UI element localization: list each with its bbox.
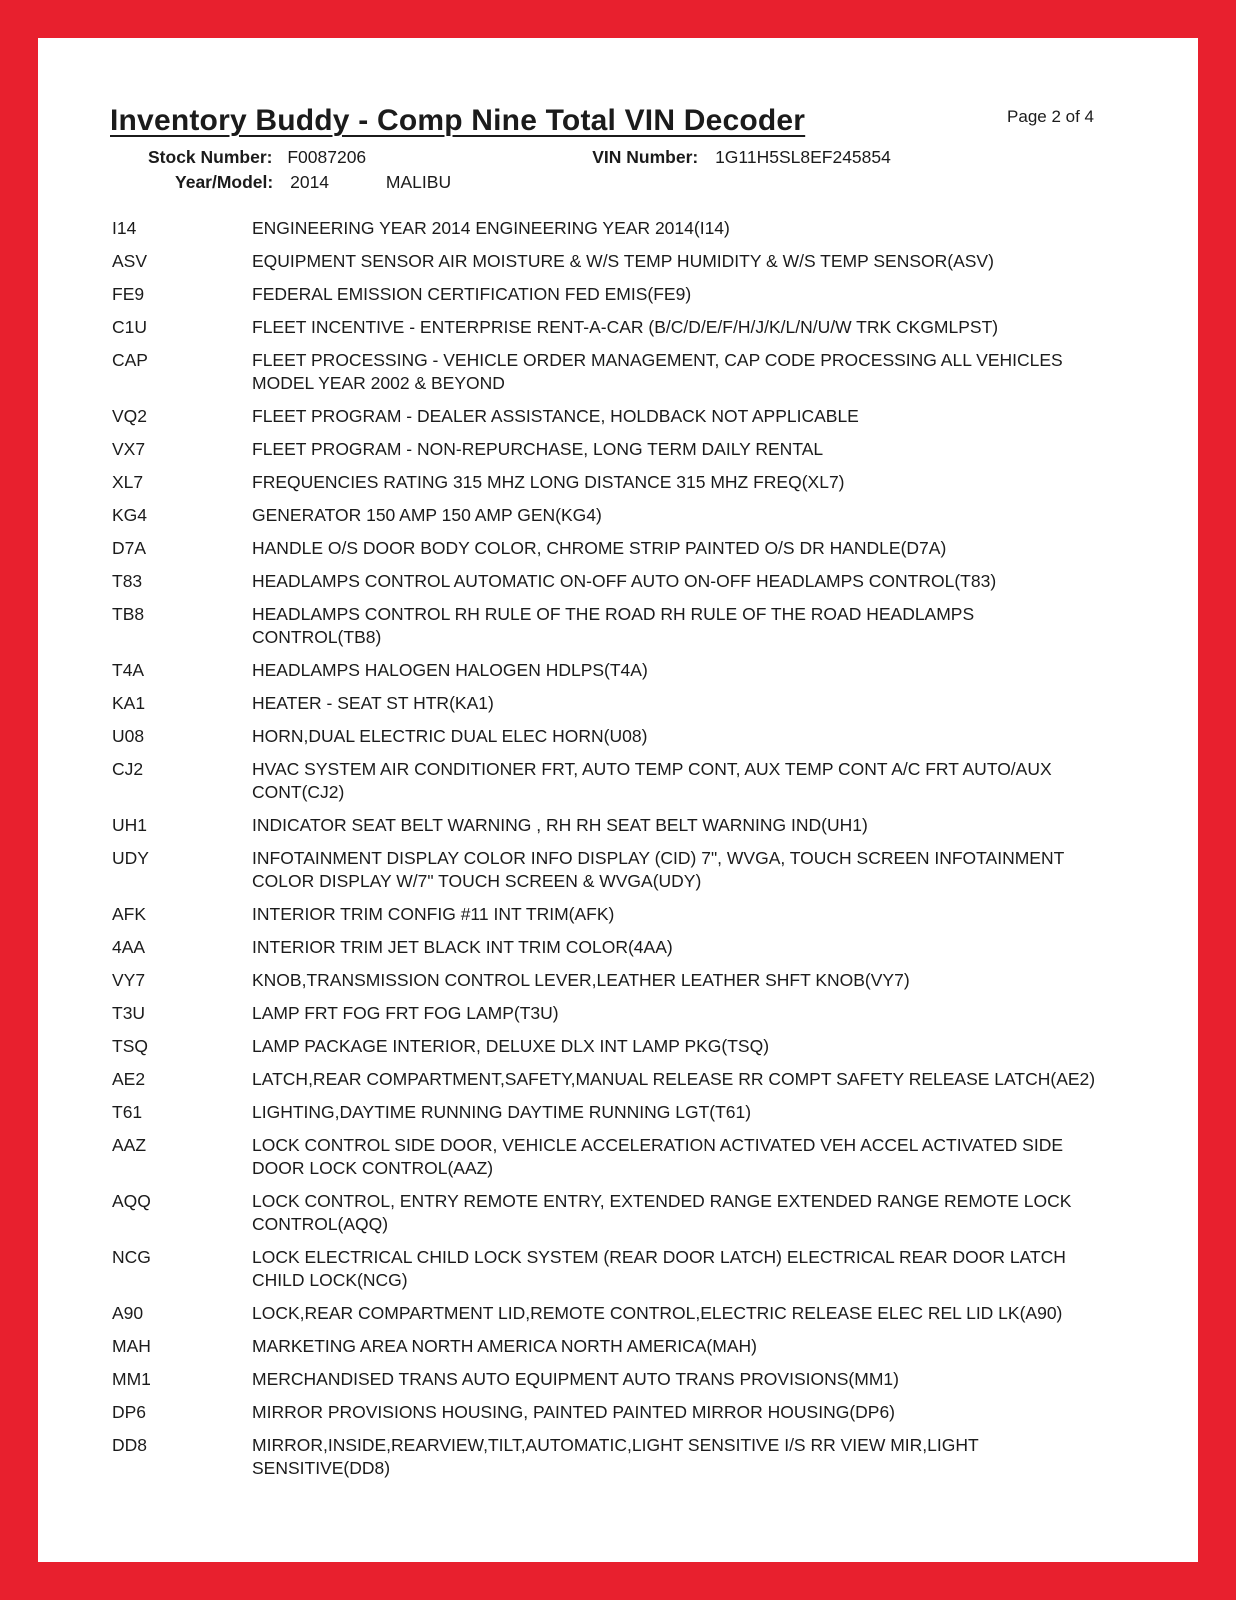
- option-row: [38, 1368, 1100, 1391]
- option-code: D7A: [112, 538, 147, 558]
- option-row: [38, 250, 1100, 273]
- option-code: A90: [112, 1303, 144, 1323]
- page-title: Inventory Buddy - Comp Nine Total VIN Decoder: [110, 104, 806, 137]
- option-code: TSQ: [112, 1036, 148, 1056]
- option-row: [38, 814, 1100, 837]
- option-description: LIGHTING,DAYTIME RUNNING DAYTIME RUNNING LGT(T61): [252, 1102, 752, 1122]
- option-description: INFOTAINMENT DISPLAY COLOR INFO DISPLAY (CID) 7", WVGA, TOUCH SCREEN INFOTAINMENT COLOR DISPLAY W/7" TOUCH SCREEN & WVGA(UDY): [252, 848, 1064, 891]
- option-description: INDICATOR SEAT BELT WARNING , RH RH SEAT BELT WARNING IND(UH1): [252, 815, 868, 835]
- option-code: AAZ: [112, 1135, 147, 1155]
- option-description: LAMP PACKAGE INTERIOR, DELUXE DLX INT LAMP PKG(TSQ): [252, 1036, 770, 1056]
- option-row: [38, 1134, 1100, 1180]
- vehicle-meta: [38, 147, 1198, 193]
- option-description: HVAC SYSTEM AIR CONDITIONER FRT, AUTO TEMP CONT, AUX TEMP CONT A/C FRT AUTO/AUX CONT(CJ2): [252, 759, 1052, 802]
- option-row: [38, 692, 1100, 715]
- option-description: FLEET INCENTIVE - ENTERPRISE RENT-A-CAR (B/C/D/E/F/H/J/K/L/N/U/W TRK CKGMLPST): [252, 317, 999, 337]
- year-model-row: [175, 172, 1198, 193]
- option-description: HEADLAMPS HALOGEN HALOGEN HDLPS(T4A): [252, 660, 648, 680]
- option-description: EQUIPMENT SENSOR AIR MOISTURE & W/S TEMP HUMIDITY & W/S TEMP SENSOR(ASV): [252, 251, 994, 271]
- option-row: [38, 1068, 1100, 1091]
- option-code: NCG: [112, 1247, 151, 1267]
- year-value: 2014: [290, 172, 330, 192]
- option-description: LOCK CONTROL, ENTRY REMOTE ENTRY, EXTENDED RANGE EXTENDED RANGE REMOTE LOCK CONTROL(AQQ): [252, 1191, 1072, 1234]
- option-code: CJ2: [112, 759, 144, 779]
- stock-number-label: Stock Number:: [148, 147, 273, 167]
- option-code: DD8: [112, 1435, 148, 1455]
- option-description: MIRROR,INSIDE,REARVIEW,TILT,AUTOMATIC,LIGHT SENSITIVE I/S RR VIEW MIR,LIGHT SENSITIVE(DD8): [252, 1435, 979, 1478]
- option-row: [38, 659, 1100, 682]
- option-row: [38, 438, 1100, 461]
- stock-number-value: F0087206: [287, 147, 367, 167]
- option-code: TB8: [112, 604, 145, 624]
- option-row: [38, 1302, 1100, 1325]
- page-content: [38, 38, 1198, 1480]
- option-row: [38, 936, 1100, 959]
- option-description: FLEET PROGRAM - DEALER ASSISTANCE, HOLDBACK NOT APPLICABLE: [252, 406, 859, 426]
- option-description: INTERIOR TRIM CONFIG #11 INT TRIM(AFK): [252, 904, 615, 924]
- option-description: ENGINEERING YEAR 2014 ENGINEERING YEAR 2014(I14): [252, 218, 730, 238]
- option-row: [38, 903, 1100, 926]
- option-row: [38, 405, 1100, 428]
- option-description: HANDLE O/S DOOR BODY COLOR, CHROME STRIP PAINTED O/S DR HANDLE(D7A): [252, 538, 947, 558]
- option-code: UDY: [112, 848, 149, 868]
- option-code: VQ2: [112, 406, 148, 426]
- header-row: [110, 104, 1094, 138]
- vin-number-label: VIN Number:: [592, 147, 699, 167]
- option-description: LATCH,REAR COMPARTMENT,SAFETY,MANUAL RELEASE RR COMPT SAFETY RELEASE LATCH(AE2): [252, 1069, 1096, 1089]
- option-description: MARKETING AREA NORTH AMERICA NORTH AMERICA(MAH): [252, 1336, 757, 1356]
- option-description: FLEET PROGRAM - NON-REPURCHASE, LONG TERM DAILY RENTAL: [252, 439, 824, 459]
- option-code: T3U: [112, 1003, 146, 1023]
- option-row: [38, 758, 1100, 804]
- option-code: U08: [112, 726, 145, 746]
- option-description: MERCHANDISED TRANS AUTO EQUIPMENT AUTO TRANS PROVISIONS(MM1): [252, 1369, 899, 1389]
- model-value: MALIBU: [385, 172, 452, 192]
- option-row: [38, 504, 1100, 527]
- year-model-label: Year/Model:: [175, 172, 274, 192]
- option-description: GENERATOR 150 AMP 150 AMP GEN(KG4): [252, 505, 602, 525]
- option-row: [38, 603, 1100, 649]
- option-code-list: [38, 217, 1198, 1480]
- option-code: CAP: [112, 350, 148, 370]
- option-row: [38, 283, 1100, 306]
- option-description: INTERIOR TRIM JET BLACK INT TRIM COLOR(4AA): [252, 937, 673, 957]
- option-row: [38, 725, 1100, 748]
- option-code: AE2: [112, 1069, 146, 1089]
- option-row: [38, 1190, 1100, 1236]
- option-code: UH1: [112, 815, 148, 835]
- option-code: C1U: [112, 317, 148, 337]
- option-row: [38, 1246, 1100, 1292]
- option-row: [38, 570, 1100, 593]
- option-description: FEDERAL EMISSION CERTIFICATION FED EMIS(FE9): [252, 284, 692, 304]
- option-code: ASV: [112, 251, 148, 271]
- vin-number-value: 1G11H5SL8EF245854: [715, 147, 891, 167]
- option-row: [38, 1434, 1100, 1480]
- option-code: DP6: [112, 1402, 147, 1422]
- option-code: KG4: [112, 505, 148, 525]
- option-description: LAMP FRT FOG FRT FOG LAMP(T3U): [252, 1003, 559, 1023]
- option-code: AQQ: [112, 1191, 151, 1211]
- option-row: [38, 217, 1100, 240]
- option-code: 4AA: [112, 937, 146, 957]
- option-description: FLEET PROCESSING - VEHICLE ORDER MANAGEMENT, CAP CODE PROCESSING ALL VEHICLES MODEL YEAR 2002 & BEYOND: [252, 350, 1063, 393]
- option-description: KNOB,TRANSMISSION CONTROL LEVER,LEATHER LEATHER SHFT KNOB(VY7): [252, 970, 910, 990]
- option-description: LOCK,REAR COMPARTMENT LID,REMOTE CONTROL,ELECTRIC RELEASE ELEC REL LID LK(A90): [252, 1303, 1063, 1323]
- option-code: FE9: [112, 284, 145, 304]
- option-row: [38, 471, 1100, 494]
- option-description: HORN,DUAL ELECTRIC DUAL ELEC HORN(U08): [252, 726, 648, 746]
- option-row: [38, 537, 1100, 560]
- option-code: VY7: [112, 970, 146, 990]
- option-row: [38, 969, 1100, 992]
- option-code: AFK: [112, 904, 147, 924]
- option-description: HEADLAMPS CONTROL AUTOMATIC ON-OFF AUTO ON-OFF HEADLAMPS CONTROL(T83): [252, 571, 997, 591]
- option-row: [38, 1035, 1100, 1058]
- option-row: [38, 1002, 1100, 1025]
- option-code: T61: [112, 1102, 143, 1122]
- option-code: MAH: [112, 1336, 151, 1356]
- option-description: FREQUENCIES RATING 315 MHZ LONG DISTANCE 315 MHZ FREQ(XL7): [252, 472, 845, 492]
- option-code: KA1: [112, 693, 146, 713]
- option-code: VX7: [112, 439, 146, 459]
- option-description: HEADLAMPS CONTROL RH RULE OF THE ROAD RH RULE OF THE ROAD HEADLAMPS CONTROL(TB8): [252, 604, 975, 647]
- option-description: LOCK ELECTRICAL CHILD LOCK SYSTEM (REAR DOOR LATCH) ELECTRICAL REAR DOOR LATCH CHILD LOCK(NCG): [252, 1247, 1066, 1290]
- option-row: [38, 1335, 1100, 1358]
- stock-vin-row: [148, 147, 1198, 168]
- option-description: LOCK CONTROL SIDE DOOR, VEHICLE ACCELERATION ACTIVATED VEH ACCEL ACTIVATED SIDE DOOR LOCK CONTROL(AAZ): [252, 1135, 1064, 1178]
- option-row: [38, 1101, 1100, 1124]
- option-code: T83: [112, 571, 143, 591]
- page-indicator: Page 2 of 4: [1007, 107, 1094, 126]
- option-row: [38, 349, 1100, 395]
- option-row: [38, 316, 1100, 339]
- option-description: HEATER - SEAT ST HTR(KA1): [252, 693, 494, 713]
- option-description: MIRROR PROVISIONS HOUSING, PAINTED PAINTED MIRROR HOUSING(DP6): [252, 1402, 896, 1422]
- option-code: MM1: [112, 1369, 151, 1389]
- option-row: [38, 1401, 1100, 1424]
- option-code: T4A: [112, 660, 145, 680]
- option-code: XL7: [112, 472, 144, 492]
- option-row: [38, 847, 1100, 893]
- option-code: I14: [112, 218, 137, 238]
